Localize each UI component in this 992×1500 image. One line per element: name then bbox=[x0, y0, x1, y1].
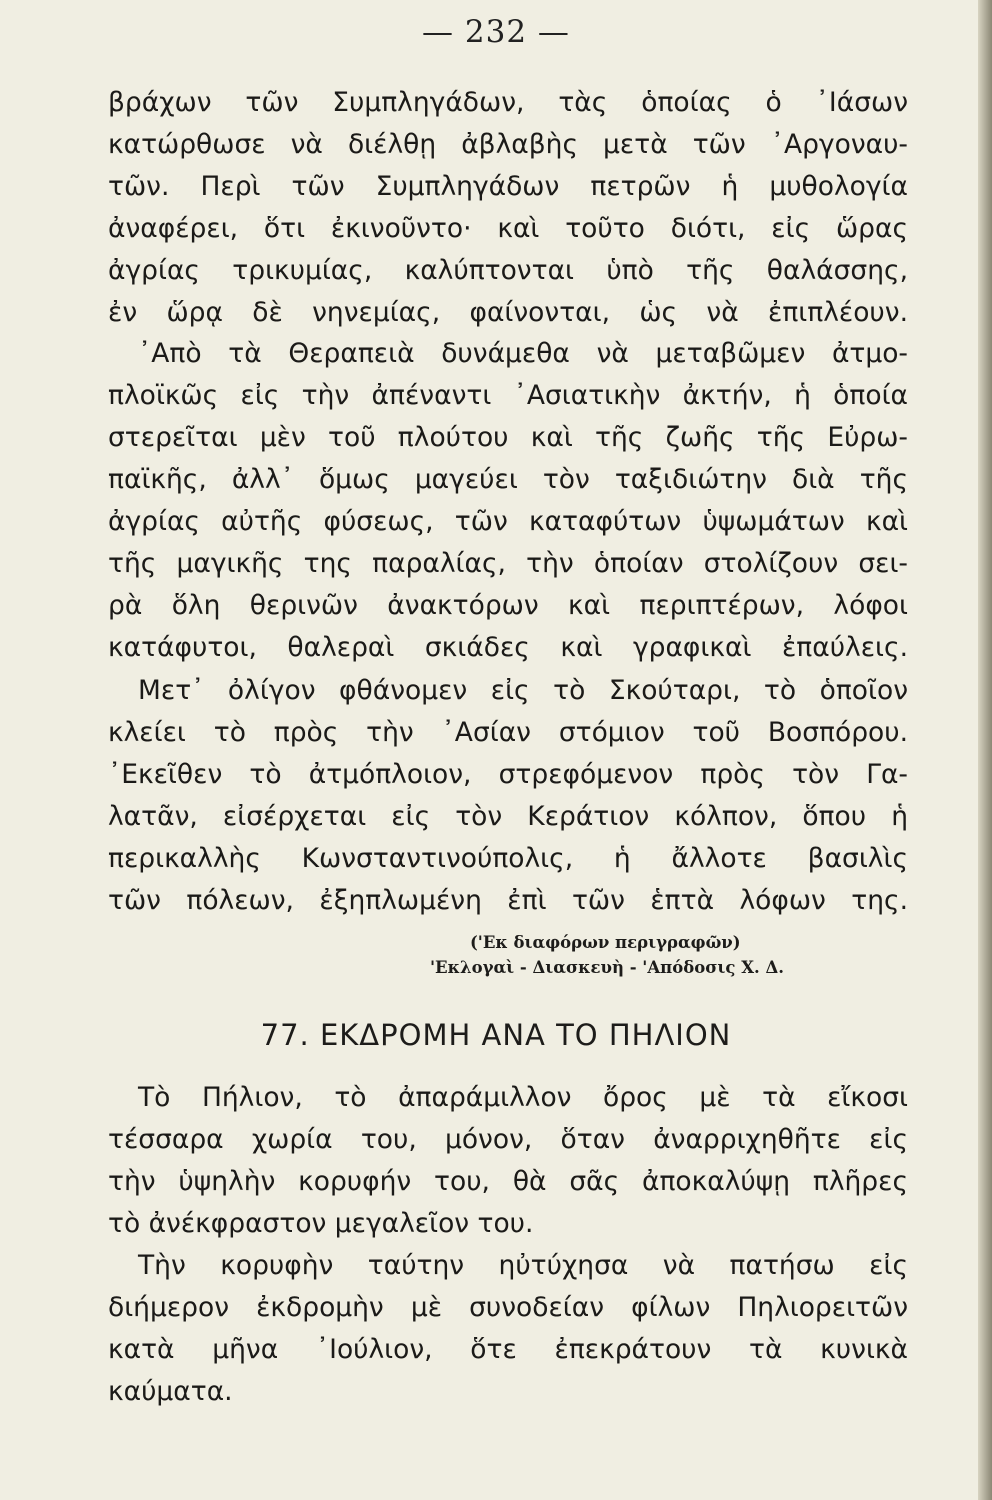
text-line: τῆς μαγικῆς της παραλίας, τὴν ὁποίαν στολίζουν σει- bbox=[108, 548, 908, 579]
section-title: 77. ΕΚΔΡΟΜΗ ΑΝΑ ΤΟ ΠΗΛΙΟΝ bbox=[260, 1018, 732, 1052]
text-line: τῶν. Περὶ τῶν Συμπληγάδων πετρῶν ἡ μυθολογία bbox=[108, 171, 908, 202]
paragraph-2 bbox=[108, 333, 908, 669]
source-attribution: 'Εκλογαὶ - Διασκευὴ - 'Απόδοσις Χ. Δ. bbox=[430, 958, 785, 977]
text-line: τέσσαρα χωρία του, μόνον, ὅταν ἀναρριχηθῆτε εἰς bbox=[108, 1124, 908, 1155]
text-line: ρὰ ὅλη θερινῶν ἀνακτόρων καὶ περιπτέρων, λόφοι bbox=[108, 590, 908, 621]
text-line: παϊκῆς, ἀλλ᾿ ὅμως μαγεύει τὸν ταξιδιώτην διὰ τῆς bbox=[108, 464, 908, 495]
text-line: λατᾶν, εἰσέρχεται εἰς τὸν Κεράτιον κόλπον, ὅπου ἡ bbox=[108, 801, 908, 832]
page-number: — 232 — bbox=[422, 14, 570, 50]
text-line: ἀγρίας αὐτῆς φύσεως, τῶν καταφύτων ὑψωμάτων καὶ bbox=[108, 506, 908, 537]
paragraph-4 bbox=[108, 1077, 908, 1245]
page-edge-shadow bbox=[978, 0, 992, 1500]
source-citation: ('Εκ διαφόρων περιγραφῶν) bbox=[470, 933, 741, 952]
text-line: Τὴν κορυφὴν ταύτην ηὐτύχησα νὰ πατήσω εἰς bbox=[138, 1250, 908, 1281]
paragraph-3 bbox=[108, 670, 908, 922]
text-line: τὸ ἀνέκφραστον μεγαλεῖον του. bbox=[108, 1208, 534, 1239]
text-line: κλείει τὸ πρὸς τὴν ᾿Ασίαν στόμιον τοῦ Βοσπόρου. bbox=[108, 717, 908, 748]
text-line: καύματα. bbox=[108, 1376, 233, 1407]
text-line: Μετ᾿ ὀλίγον φθάνομεν εἰς τὸ Σκούταρι, τὸ ὁποῖον bbox=[138, 675, 908, 706]
text-line: περικαλλὴς Κωνσταντινούπολις, ἡ ἄλλοτε βασιλὶς bbox=[108, 843, 908, 874]
text-line: κατάφυτοι, θαλεραὶ σκιάδες καὶ γραφικαὶ ἐπαύλεις. bbox=[108, 632, 908, 663]
text-line: ᾿Απὸ τὰ Θεραπειὰ δυνάμεθα νὰ μεταβῶμεν ἀτμο- bbox=[138, 338, 908, 369]
text-line: τὴν ὑψηλὴν κορυφήν του, θὰ σᾶς ἀποκαλύψῃ πλῆρες bbox=[108, 1166, 908, 1197]
text-line: Τὸ Πήλιον, τὸ ἀπαράμιλλον ὄρος μὲ τὰ εἴκοσι bbox=[138, 1082, 908, 1113]
text-line: ἀναφέρει, ὅτι ἐκινοῦντο· καὶ τοῦτο διότι, εἰς ὥρας bbox=[108, 213, 908, 244]
paragraph-5 bbox=[108, 1245, 908, 1413]
text-line: βράχων τῶν Συμπληγάδων, τὰς ὁποίας ὁ ᾿Ιάσων bbox=[108, 87, 908, 118]
text-line: κατώρθωσε νὰ διέλθῃ ἀβλαβὴς μετὰ τῶν ᾿Αργοναυ- bbox=[108, 129, 908, 160]
text-line: κατὰ μῆνα ᾿Ιούλιον, ὅτε ἐπεκράτουν τὰ κυνικὰ bbox=[108, 1334, 908, 1365]
text-line: τῶν πόλεων, ἐξηπλωμένη ἐπὶ τῶν ἑπτὰ λόφων της. bbox=[108, 885, 908, 916]
paragraph-1 bbox=[108, 82, 908, 334]
text-line: πλοϊκῶς εἰς τὴν ἀπέναντι ᾿Ασιατικὴν ἀκτήν, ἡ ὁποία bbox=[108, 380, 908, 411]
text-line: ᾿Εκεῖθεν τὸ ἀτμόπλοιον, στρεφόμενον πρὸς τὸν Γα- bbox=[108, 759, 908, 790]
text-line: στερεῖται μὲν τοῦ πλούτου καὶ τῆς ζωῆς τῆς Εὐρω- bbox=[108, 422, 908, 453]
text-line: ἀγρίας τρικυμίας, καλύπτονται ὑπὸ τῆς θαλάσσης, bbox=[108, 255, 908, 286]
text-line: διήμερον ἐκδρομὴν μὲ συνοδείαν φίλων Πηλιορειτῶν bbox=[108, 1292, 908, 1323]
text-line: ἐν ὥρᾳ δὲ νηνεμίας, φαίνονται, ὡς νὰ ἐπιπλέουν. bbox=[108, 297, 908, 328]
